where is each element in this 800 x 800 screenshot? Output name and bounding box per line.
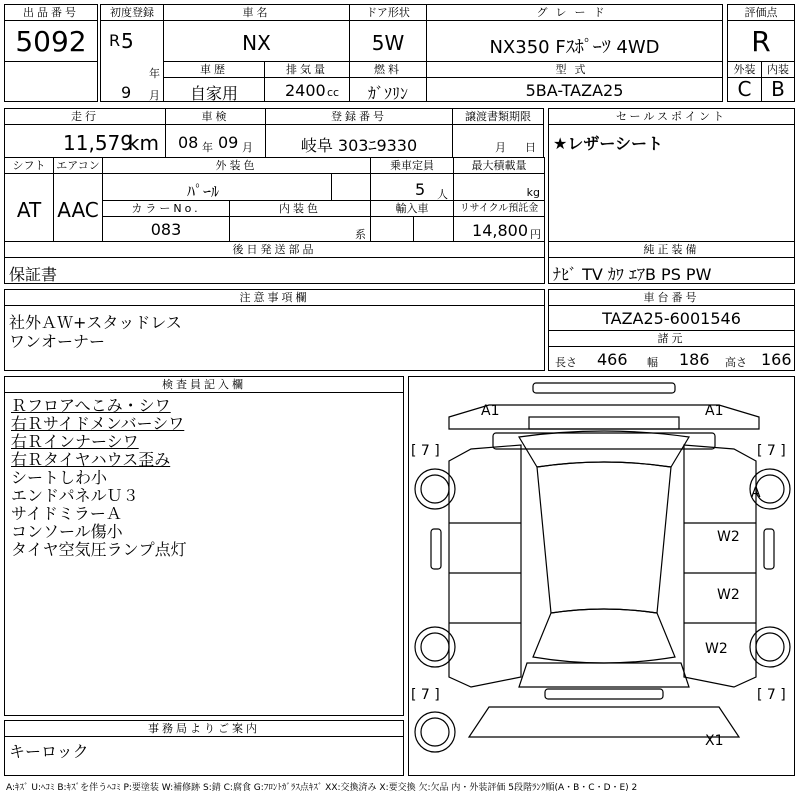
inspector-note: 右Ｒタイヤハウス歪み xyxy=(11,450,171,469)
color-no-label: カラーNo. xyxy=(103,201,229,217)
model-code-label: 型式 xyxy=(427,62,722,78)
car-diagram-cell xyxy=(408,376,795,776)
specs-height-label: 高さ xyxy=(725,356,747,369)
registration-number-label: 登録番号 xyxy=(266,109,452,125)
import-label: 輸入車 xyxy=(371,201,453,217)
door-type-cell xyxy=(349,4,427,62)
registration-number-value: 岐阜 303ﾆ9330 xyxy=(300,136,418,155)
rear-plate xyxy=(545,689,663,699)
spare-tire-inner xyxy=(421,718,449,746)
office-notes-value: キーロック xyxy=(9,742,89,761)
first-registration-month-unit: 月 xyxy=(149,89,160,102)
grade-value: NX350 Fｽﾎﾟｰﾂ 4WD xyxy=(489,37,660,58)
mark-rear: X1 xyxy=(705,733,724,749)
interior-grade-label: 内装 xyxy=(762,62,794,78)
front-bumper-outline xyxy=(533,383,675,393)
exterior-color-divider xyxy=(331,174,332,201)
score-label: 評価点 xyxy=(728,5,794,21)
vehicle-history-cell xyxy=(163,61,265,102)
mileage-unit: km xyxy=(127,131,159,155)
mark-right-rear-door: W2 xyxy=(717,587,740,603)
mark-tire-fl: [ 7 ] xyxy=(411,443,440,459)
rear-bumper xyxy=(469,707,739,737)
later-parts-value: 保証書 xyxy=(9,265,58,284)
car-diagram xyxy=(409,377,795,776)
mileage-label: 走行 xyxy=(5,109,165,125)
shift-value: AT xyxy=(16,198,42,222)
mark-tire-rr: [ 7 ] xyxy=(757,687,786,703)
exterior-color-value: ﾊﾟｰﾙ xyxy=(187,182,220,201)
lot-number-blank-cell xyxy=(4,61,98,102)
interior-color-unit: 系 xyxy=(355,228,366,241)
recycle-deposit-unit: 円 xyxy=(530,228,541,241)
notes-line-1: 社外ＡＷ+スタッドレス xyxy=(9,313,182,332)
capacity-cell xyxy=(370,157,454,201)
exterior-color-label: 外装色 xyxy=(103,158,370,174)
car-name-label: 車名 xyxy=(164,5,349,21)
later-parts-label: 後日発送部品 xyxy=(5,242,544,258)
tire-front-left-inner xyxy=(421,475,449,503)
later-parts-cell xyxy=(4,241,545,284)
interior-grade-value: B xyxy=(771,77,785,101)
displacement-label: 排気量 xyxy=(265,62,349,78)
mark-tire-rl: [ 7 ] xyxy=(411,687,440,703)
mark-front-left: A1 xyxy=(481,403,500,419)
specs-width-label: 幅 xyxy=(647,356,658,369)
mark-front-right-fender: A xyxy=(751,485,761,501)
standard-equipment-label: 純正装備 xyxy=(549,242,794,258)
legend: A:ｷｽﾞ U:ﾍｺﾐ B:ｷｽﾞを伴うﾍｺﾐ P:要塗装 W:補修跡 S:錆 C:腐食 G:ﾌﾛﾝﾄｶﾞﾗｽ点ｷｽﾞ XX:交換済み X:要交換 欠:欠品 内・外装評価 5段階ﾗﾝｸ順(A・B・C・D・E) 2 xyxy=(6,783,638,793)
tire-rear-right-inner xyxy=(756,633,784,661)
aircon-cell xyxy=(53,157,103,242)
rear-window xyxy=(533,609,675,663)
inspector-note: シートしわ小 xyxy=(11,468,108,487)
score-cell xyxy=(727,4,795,62)
exterior-color-cell xyxy=(102,157,371,201)
chassis-number-value: TAZA25-6001546 xyxy=(602,309,741,328)
office-notes-cell xyxy=(4,720,404,776)
lot-number-label: 出品番号 xyxy=(5,5,97,21)
sales-points-value: ★レザーシート xyxy=(553,134,664,153)
displacement-cell xyxy=(264,61,350,102)
fuel-value: ｶﾞｿﾘﾝ xyxy=(367,84,408,102)
lot-number-cell xyxy=(4,4,98,62)
capacity-label: 乗車定員 xyxy=(371,158,453,174)
chassis-number-label: 車台番号 xyxy=(549,290,794,306)
grade-cell xyxy=(426,4,723,62)
inspection-month-unit: 月 xyxy=(242,141,253,154)
recycle-deposit-cell xyxy=(453,200,545,242)
transfer-documents-cell xyxy=(452,108,544,158)
specs-label: 諸元 xyxy=(549,330,794,347)
color-no-cell xyxy=(102,200,230,242)
inspection-year-unit: 年 xyxy=(202,141,213,154)
import-divider xyxy=(413,217,414,242)
shift-label: シフト xyxy=(5,158,53,174)
recycle-deposit-value: 14,800 xyxy=(472,221,528,240)
first-registration-label: 初度登録 xyxy=(101,5,163,21)
mark-front-right: A1 xyxy=(705,403,724,419)
aircon-value: AAC xyxy=(57,198,99,222)
exterior-grade-cell xyxy=(727,61,762,102)
max-load-unit: kg xyxy=(526,186,540,199)
trunk-lid xyxy=(519,663,689,687)
interior-grade-cell xyxy=(761,61,795,102)
model-code-cell xyxy=(426,61,723,102)
first-registration-era: R xyxy=(109,31,121,50)
score-value: R xyxy=(751,25,771,58)
car-name-value: NX xyxy=(242,31,271,55)
capacity-value: 5 xyxy=(415,180,426,199)
inspector-notes-list xyxy=(11,397,187,559)
sales-points-label: セールスポイント xyxy=(549,109,794,125)
fuel-label: 燃料 xyxy=(350,62,426,78)
shift-cell xyxy=(4,157,54,242)
inspection-month: 09 xyxy=(218,133,239,152)
standard-equipment-cell xyxy=(548,241,795,284)
mileage-cell xyxy=(4,108,166,158)
mark-tire-fr: [ 7 ] xyxy=(757,443,786,459)
exterior-grade-value: C xyxy=(737,77,752,101)
fuel-cell xyxy=(349,61,427,102)
inspector-note: サイドミラーＡ xyxy=(11,504,122,523)
inspector-notes-cell xyxy=(4,376,404,716)
first-registration-year-unit: 年 xyxy=(149,67,160,80)
notes-line-2: ワンオーナー xyxy=(9,332,106,351)
specs-length-label: 長さ xyxy=(555,356,577,369)
max-load-cell xyxy=(453,157,545,201)
office-notes-label: 事務局よりご案内 xyxy=(5,721,403,737)
specs-length: 466 xyxy=(597,350,628,369)
inspector-note: エンドパネルＵ３ xyxy=(11,486,139,505)
roof-outline xyxy=(537,462,671,613)
capacity-unit: 人 xyxy=(437,188,448,201)
recycle-deposit-label: リサイクル預託金 xyxy=(454,201,544,217)
first-registration-month: 9 xyxy=(121,83,132,102)
mirror-left xyxy=(431,529,441,569)
door-type-value: 5W xyxy=(371,31,405,55)
registration-number-cell xyxy=(265,108,453,158)
aircon-label: エアコン xyxy=(54,158,102,174)
lot-number-value: 5092 xyxy=(15,25,87,58)
tire-rear-left-inner xyxy=(421,633,449,661)
transfer-documents-label: 譲渡書類期限 xyxy=(453,109,543,125)
max-load-label: 最大積載量 xyxy=(454,158,544,174)
chassis-number-cell xyxy=(548,289,795,371)
import-cell xyxy=(370,200,454,242)
inspector-notes-label: 検査員記入欄 xyxy=(5,377,403,393)
displacement-unit: cc xyxy=(327,86,340,99)
interior-color-cell xyxy=(229,200,371,242)
inspector-note: 右Ｒサイドメンバーシワ xyxy=(11,414,185,433)
hood-panel xyxy=(493,433,715,449)
inspection-cell xyxy=(165,108,266,158)
inspector-note: タイヤ空気圧ランプ点灯 xyxy=(11,540,187,559)
transfer-documents-month-unit: 月 xyxy=(495,141,506,154)
mark-right-front-door: W2 xyxy=(717,529,740,545)
grade-label: グレード xyxy=(427,5,722,21)
notes-label: 注意事項欄 xyxy=(5,290,544,306)
model-code-value: 5BA-TAZA25 xyxy=(525,81,624,100)
specs-height: 166 xyxy=(761,350,792,369)
mirror-right xyxy=(764,529,774,569)
interior-color-label: 内装色 xyxy=(230,201,370,217)
inspector-note: Ｒフロアへこみ・シワ xyxy=(11,396,171,415)
transfer-documents-day-unit: 日 xyxy=(525,141,536,154)
front-grille xyxy=(529,417,679,429)
first-registration-year: 5 xyxy=(121,29,134,53)
left-side-profile xyxy=(449,445,521,687)
inspector-note: コンソール傷小 xyxy=(11,522,123,541)
specs-width: 186 xyxy=(679,350,710,369)
inspector-note: 右Ｒインナーシワ xyxy=(11,432,139,451)
door-type-label: ドア形状 xyxy=(350,5,426,21)
vehicle-history-value: 自家用 xyxy=(189,84,238,102)
vehicle-history-label: 車歴 xyxy=(164,62,264,78)
mark-right-rear-fender: W2 xyxy=(705,641,728,657)
first-registration-cell xyxy=(100,4,164,102)
standard-equipment-value: ﾅﾋﾞ TV ｶﾜ ｴｱB PS PW xyxy=(553,265,712,284)
exterior-grade-label: 外装 xyxy=(728,62,761,78)
inspection-label: 車検 xyxy=(166,109,265,125)
mileage-value: 11,579 xyxy=(63,131,133,155)
inspection-year: 08 xyxy=(178,133,199,152)
color-no-value: 083 xyxy=(150,220,182,239)
car-name-cell xyxy=(163,4,350,62)
notes-cell xyxy=(4,289,545,371)
displacement-value: 2400 xyxy=(285,81,326,100)
